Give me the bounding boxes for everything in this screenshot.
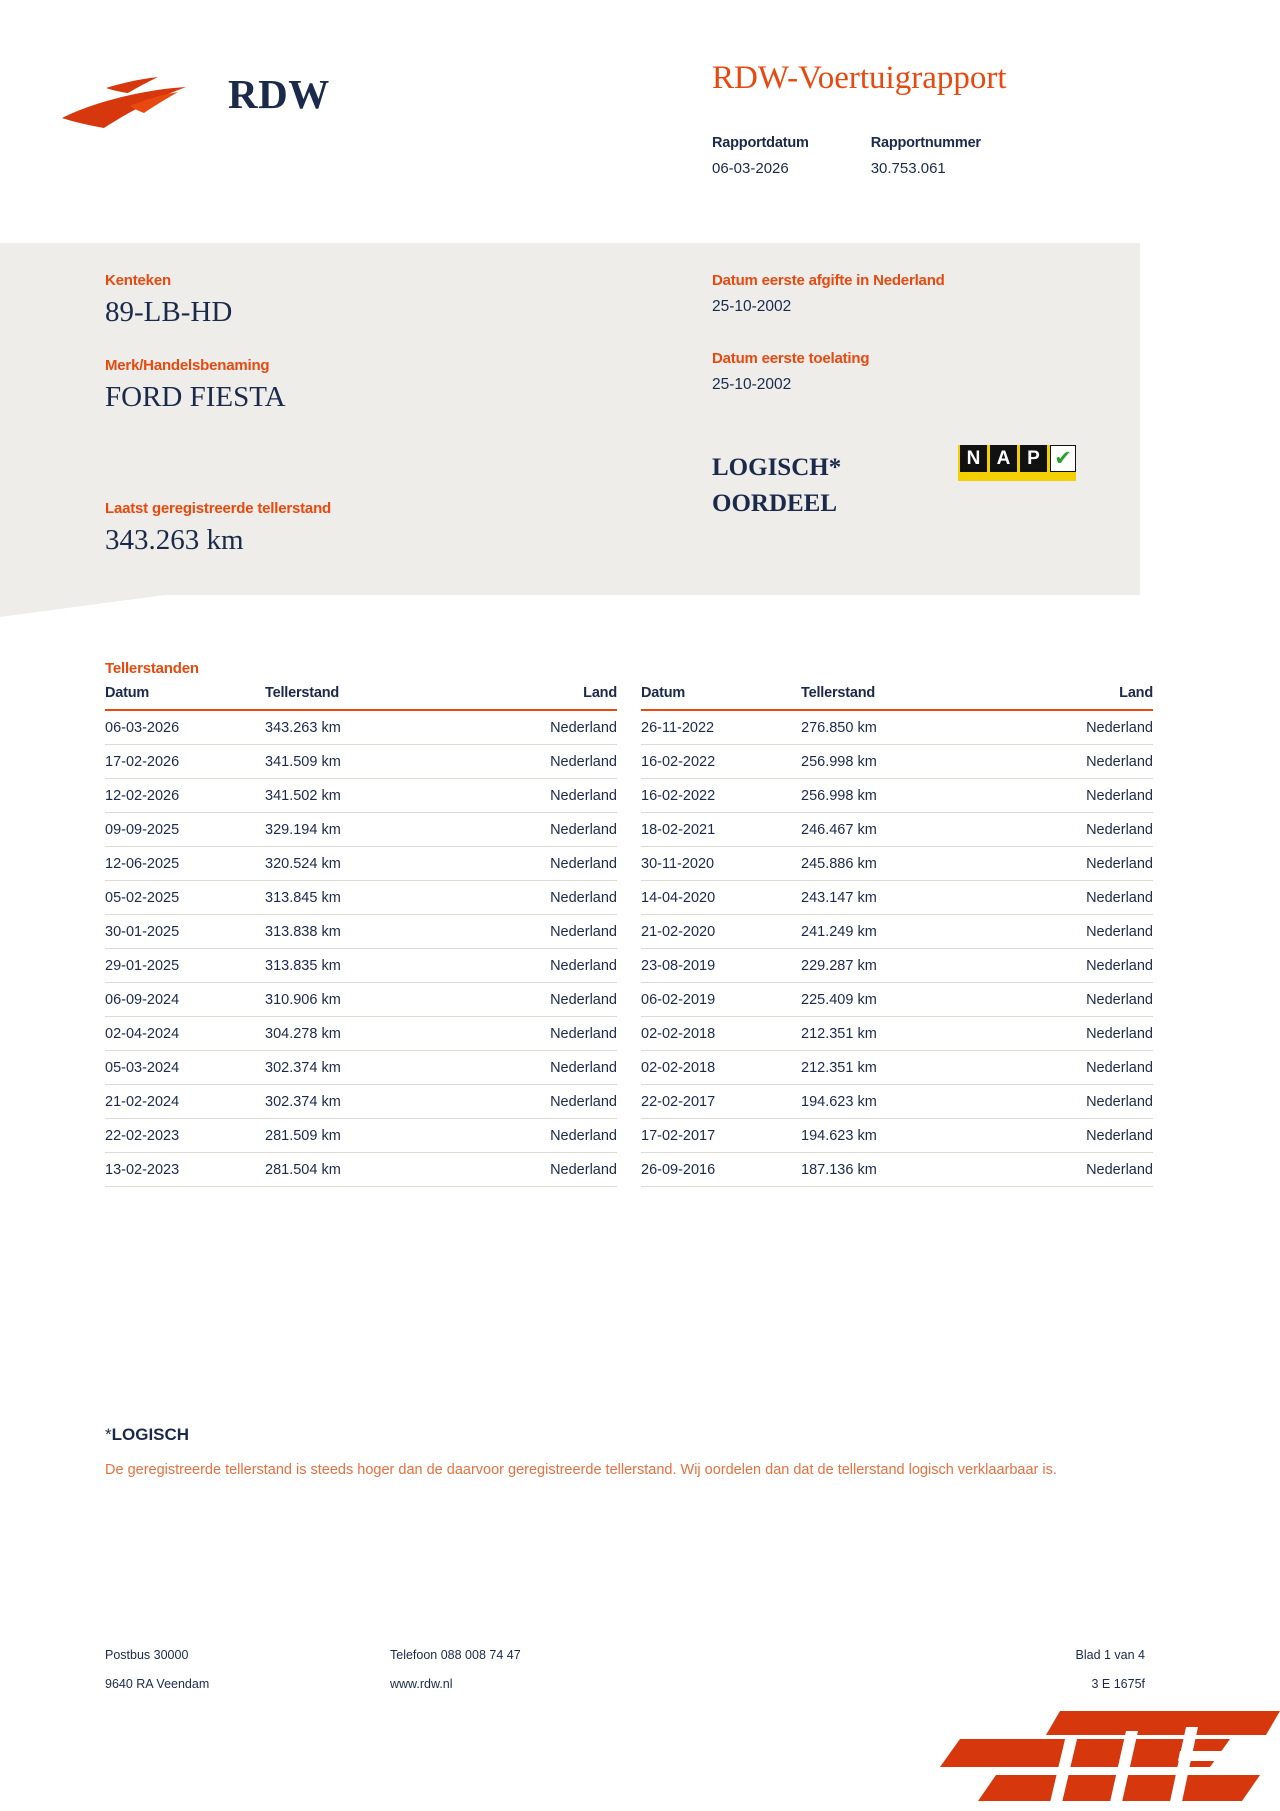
cell-odometer: 329.194 km	[265, 813, 470, 847]
cell-date: 05-02-2025	[105, 881, 265, 915]
cell-date: 22-02-2023	[105, 1119, 265, 1153]
cell-country: Nederland	[470, 779, 617, 813]
nap-letter-n: N	[960, 445, 987, 472]
table-row	[105, 881, 617, 915]
column-header-country: Land	[470, 685, 617, 710]
footer-row-1	[105, 1648, 1145, 1662]
cell-country: Nederland	[1006, 1017, 1153, 1051]
plate-label: Kenteken	[105, 272, 171, 289]
table-row	[641, 1119, 1153, 1153]
cell-date: 21-02-2020	[641, 915, 801, 949]
footer-form-code: 3 E 1675f	[1091, 1677, 1145, 1691]
nap-logo	[958, 445, 1076, 481]
cell-country: Nederland	[1006, 710, 1153, 745]
report-date-block	[712, 135, 809, 177]
cell-country: Nederland	[470, 847, 617, 881]
cell-date: 18-02-2021	[641, 813, 801, 847]
table-row	[105, 745, 617, 779]
table-row	[641, 1017, 1153, 1051]
table-row	[105, 710, 617, 745]
table-row	[641, 1153, 1153, 1187]
footnote-title-text: LOGISCH	[111, 1425, 190, 1444]
cell-date: 13-02-2023	[105, 1153, 265, 1187]
footer-address-line2: 9640 RA Veendam	[105, 1677, 210, 1691]
odometer-table-right-body	[641, 710, 1153, 1187]
cell-country: Nederland	[470, 813, 617, 847]
footer-address-line1: Postbus 30000	[105, 1648, 189, 1662]
odometer-value: 343.263 km	[105, 524, 244, 556]
cell-country: Nederland	[1006, 1051, 1153, 1085]
cell-date: 22-02-2017	[641, 1085, 801, 1119]
cell-country: Nederland	[1006, 779, 1153, 813]
table-row	[105, 983, 617, 1017]
table-row	[105, 1017, 617, 1051]
cell-odometer: 341.509 km	[265, 745, 470, 779]
column-header-odometer: Tellerstand	[265, 685, 470, 710]
cell-odometer: 256.998 km	[801, 745, 1006, 779]
cell-odometer: 212.351 km	[801, 1017, 1006, 1051]
footnote-logisch	[105, 1425, 1125, 1483]
make-value: FORD FIESTA	[105, 381, 286, 413]
table-row	[105, 813, 617, 847]
cell-country: Nederland	[1006, 1119, 1153, 1153]
table-row	[641, 915, 1153, 949]
footer-decoration-icon	[760, 1691, 1280, 1811]
table-row	[105, 1153, 617, 1187]
cell-odometer: 281.504 km	[265, 1153, 470, 1187]
column-header-odometer: Tellerstand	[801, 685, 1006, 710]
report-date-label: Rapportdatum	[712, 135, 809, 151]
cell-country: Nederland	[1006, 983, 1153, 1017]
cell-odometer: 194.623 km	[801, 1085, 1006, 1119]
table-row	[641, 1051, 1153, 1085]
cell-odometer: 320.524 km	[265, 847, 470, 881]
cell-date: 02-04-2024	[105, 1017, 265, 1051]
cell-date: 17-02-2026	[105, 745, 265, 779]
cell-date: 06-09-2024	[105, 983, 265, 1017]
rdw-swoosh-icon	[60, 74, 190, 132]
cell-odometer: 281.509 km	[265, 1119, 470, 1153]
footnote-star: *	[105, 1425, 112, 1444]
cell-date: 05-03-2024	[105, 1051, 265, 1085]
cell-country: Nederland	[1006, 847, 1153, 881]
table-row	[105, 779, 617, 813]
checkmark-icon: ✔	[1050, 445, 1076, 472]
cell-odometer: 313.835 km	[265, 949, 470, 983]
cell-odometer: 256.998 km	[801, 779, 1006, 813]
table-row	[105, 915, 617, 949]
cell-date: 26-11-2022	[641, 710, 801, 745]
verdict-line-1: LOGISCH*	[712, 454, 842, 481]
verdict-block	[712, 450, 841, 521]
cell-odometer: 302.374 km	[265, 1085, 470, 1119]
cell-country: Nederland	[1006, 745, 1153, 779]
cell-date: 02-02-2018	[641, 1017, 801, 1051]
cell-date: 06-02-2019	[641, 983, 801, 1017]
odometer-table-left-body	[105, 710, 617, 1187]
cell-date: 26-09-2016	[641, 1153, 801, 1187]
nap-letter-p: P	[1020, 445, 1047, 472]
first-issue-nl-value: 25-10-2002	[712, 298, 792, 315]
cell-date: 16-02-2022	[641, 745, 801, 779]
cell-odometer: 313.838 km	[265, 915, 470, 949]
cell-country: Nederland	[470, 1017, 617, 1051]
cell-country: Nederland	[470, 1051, 617, 1085]
cell-country: Nederland	[1006, 1153, 1153, 1187]
cell-country: Nederland	[470, 881, 617, 915]
cell-odometer: 245.886 km	[801, 847, 1006, 881]
cell-country: Nederland	[470, 915, 617, 949]
cell-date: 09-09-2025	[105, 813, 265, 847]
table-row	[105, 1085, 617, 1119]
table-row	[641, 881, 1153, 915]
odometer-label: Laatst geregistreerde tellerstand	[105, 500, 331, 517]
cell-odometer: 246.467 km	[801, 813, 1006, 847]
cell-odometer: 225.409 km	[801, 983, 1006, 1017]
table-row	[641, 813, 1153, 847]
vehicle-identity-block	[105, 272, 665, 414]
cell-odometer: 241.249 km	[801, 915, 1006, 949]
footer-website[interactable]: www.rdw.nl	[390, 1677, 453, 1691]
table-row	[641, 779, 1153, 813]
table-row	[641, 745, 1153, 779]
page-title: RDW-Voertuigrapport	[712, 60, 1007, 96]
cell-odometer: 212.351 km	[801, 1051, 1006, 1085]
cell-odometer: 310.906 km	[265, 983, 470, 1017]
table-row	[641, 847, 1153, 881]
table-header-row	[641, 685, 1153, 710]
report-meta	[712, 135, 981, 177]
footnote-body: De geregistreerde tellerstand is steeds hoger dan de daarvoor geregistreerde tellerstand. Wij oordelen dan dat de tellerstand logisch verklaarbaar is.	[105, 1462, 1057, 1478]
cell-odometer: 302.374 km	[265, 1051, 470, 1085]
vehicle-dates-block	[712, 272, 1132, 394]
cell-odometer: 313.845 km	[265, 881, 470, 915]
table-row	[641, 949, 1153, 983]
odometer-table-right	[641, 685, 1153, 1187]
cell-country: Nederland	[470, 1085, 617, 1119]
report-number-label: Rapportnummer	[870, 135, 981, 151]
cell-date: 23-08-2019	[641, 949, 801, 983]
document-header	[0, 0, 1280, 215]
first-issue-nl-label: Datum eerste afgifte in Nederland	[712, 272, 945, 289]
cell-country: Nederland	[1006, 1085, 1153, 1119]
cell-country: Nederland	[470, 983, 617, 1017]
cell-odometer: 343.263 km	[265, 710, 470, 745]
report-number-value: 30.753.061	[870, 160, 946, 177]
table-row	[105, 949, 617, 983]
verdict-line-2: OORDEEL	[712, 489, 838, 517]
column-header-date: Datum	[105, 685, 265, 710]
cell-country: Nederland	[470, 1119, 617, 1153]
cell-country: Nederland	[470, 949, 617, 983]
panel-corner-notch	[0, 595, 165, 617]
last-odometer-block	[105, 500, 331, 557]
nap-letters	[960, 445, 1047, 472]
cell-date: 30-11-2020	[641, 847, 801, 881]
cell-country: Nederland	[1006, 881, 1153, 915]
cell-country: Nederland	[470, 710, 617, 745]
cell-odometer: 276.850 km	[801, 710, 1006, 745]
cell-odometer: 229.287 km	[801, 949, 1006, 983]
plate-value: 89-LB-HD	[105, 296, 233, 328]
cell-country: Nederland	[1006, 915, 1153, 949]
table-row	[105, 847, 617, 881]
cell-date: 12-02-2026	[105, 779, 265, 813]
cell-date: 12-06-2025	[105, 847, 265, 881]
make-label: Merk/Handelsbenaming	[105, 357, 270, 374]
cell-date: 02-02-2018	[641, 1051, 801, 1085]
rdw-logo	[60, 48, 380, 138]
report-number-block	[871, 135, 981, 177]
cell-odometer: 187.136 km	[801, 1153, 1006, 1187]
cell-date: 30-01-2025	[105, 915, 265, 949]
odometer-table-left	[105, 685, 617, 1187]
table-row	[641, 1085, 1153, 1119]
table-row	[105, 1051, 617, 1085]
report-date-value: 06-03-2026	[712, 160, 789, 177]
cell-odometer: 304.278 km	[265, 1017, 470, 1051]
cell-odometer: 243.147 km	[801, 881, 1006, 915]
column-header-country: Land	[1006, 685, 1153, 710]
odometer-table-title: Tellerstanden	[105, 660, 199, 677]
cell-date: 14-04-2020	[641, 881, 801, 915]
cell-country: Nederland	[470, 1153, 617, 1187]
column-header-date: Datum	[641, 685, 801, 710]
cell-odometer: 194.623 km	[801, 1119, 1006, 1153]
footer-row-2	[105, 1677, 1145, 1691]
footnote-title	[105, 1425, 1125, 1445]
cell-odometer: 341.502 km	[265, 779, 470, 813]
nap-letter-a: A	[990, 445, 1017, 472]
footer-page-number: Blad 1 van 4	[1075, 1648, 1145, 1662]
first-admission-value: 25-10-2002	[712, 376, 792, 393]
cell-date: 06-03-2026	[105, 710, 265, 745]
cell-date: 17-02-2017	[641, 1119, 801, 1153]
cell-country: Nederland	[470, 745, 617, 779]
table-row	[641, 710, 1153, 745]
cell-country: Nederland	[1006, 813, 1153, 847]
footer-phone: Telefoon 088 008 74 47	[390, 1648, 521, 1662]
table-row	[641, 983, 1153, 1017]
rdw-logo-text: RDW	[228, 71, 330, 117]
cell-date: 21-02-2024	[105, 1085, 265, 1119]
first-admission-label: Datum eerste toelating	[712, 350, 870, 367]
cell-country: Nederland	[1006, 949, 1153, 983]
table-header-row	[105, 685, 617, 710]
cell-date: 29-01-2025	[105, 949, 265, 983]
table-row	[105, 1119, 617, 1153]
cell-date: 16-02-2022	[641, 779, 801, 813]
